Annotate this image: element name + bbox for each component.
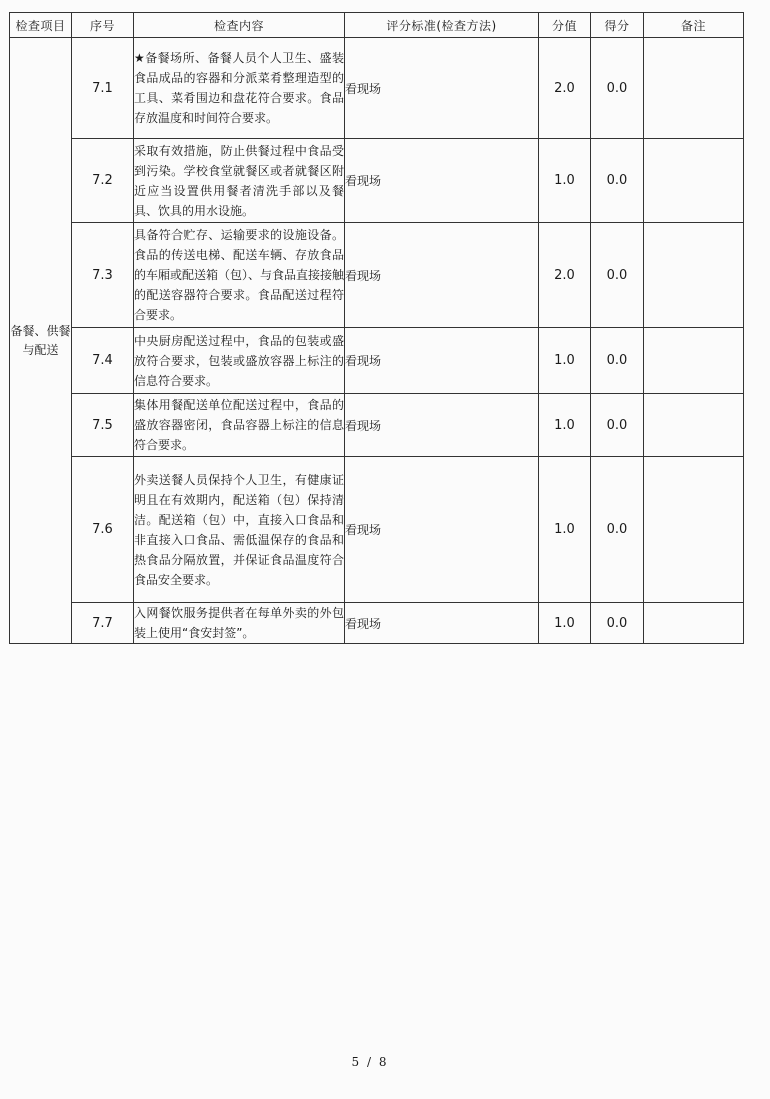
note-cell: [644, 603, 744, 644]
got-cell: 0.0: [591, 603, 644, 644]
note-cell: [644, 38, 744, 139]
table-row: [10, 328, 744, 394]
score-cell: 2.0: [539, 223, 591, 328]
got-cell: 0.0: [591, 139, 644, 223]
got-cell: 0.0: [591, 394, 644, 457]
header-score: 分值: [539, 13, 591, 38]
category-cell: 备餐、供餐与配送: [10, 38, 72, 644]
method-cell: 看现场: [345, 603, 539, 644]
header-content: 检查内容: [134, 13, 345, 38]
note-cell: [644, 328, 744, 394]
score-cell: 1.0: [539, 139, 591, 223]
table-header-row: [10, 13, 744, 38]
header-category: 检查项目: [10, 13, 72, 38]
table-row: [10, 394, 744, 457]
score-cell: 1.0: [539, 457, 591, 603]
method-cell: 看现场: [345, 223, 539, 328]
seq-cell: 7.4: [72, 328, 134, 394]
seq-cell: 7.2: [72, 139, 134, 223]
table-row: [10, 139, 744, 223]
table-row: [10, 38, 744, 139]
inspection-table: [9, 12, 744, 644]
content-cell: 采取有效措施，防止供餐过程中食品受到污染。学校食堂就餐区或者就餐区附近应当设置供用餐者清洗手部以及餐具、饮具的用水设施。: [134, 139, 345, 223]
content-cell: 外卖送餐人员保持个人卫生，有健康证明且在有效期内，配送箱（包）保持清洁。配送箱（包）中，直接入口食品和非直接入口食品、需低温保存的食品和热食品分隔放置，并保证食品温度符合食品安全要求。: [134, 457, 345, 603]
content-cell: 具备符合贮存、运输要求的设施设备。食品的传送电梯、配送车辆、存放食品的车厢或配送箱（包）、与食品直接接触的配送容器符合要求。食品配送过程符合要求。: [134, 223, 345, 328]
got-cell: 0.0: [591, 328, 644, 394]
header-got: 得分: [591, 13, 644, 38]
method-cell: 看现场: [345, 139, 539, 223]
content-cell: 入网餐饮服务提供者在每单外卖的外包装上使用“食安封签”。: [134, 603, 345, 644]
got-cell: 0.0: [591, 223, 644, 328]
score-cell: 1.0: [539, 394, 591, 457]
table-row: [10, 603, 744, 644]
seq-cell: 7.1: [72, 38, 134, 139]
content-cell: 中央厨房配送过程中，食品的包装或盛放符合要求，包装或盛放容器上标注的信息符合要求。: [134, 328, 345, 394]
header-method: 评分标准(检查方法): [345, 13, 539, 38]
note-cell: [644, 139, 744, 223]
content-cell: 集体用餐配送单位配送过程中，食品的盛放容器密闭，食品容器上标注的信息符合要求。: [134, 394, 345, 457]
note-cell: [644, 223, 744, 328]
table-row: [10, 223, 744, 328]
got-cell: 0.0: [591, 38, 644, 139]
seq-cell: 7.7: [72, 603, 134, 644]
got-cell: 0.0: [591, 457, 644, 603]
method-cell: 看现场: [345, 38, 539, 139]
seq-cell: 7.5: [72, 394, 134, 457]
score-cell: 2.0: [539, 38, 591, 139]
seq-cell: 7.6: [72, 457, 134, 603]
score-cell: 1.0: [539, 603, 591, 644]
method-cell: 看现场: [345, 394, 539, 457]
method-cell: 看现场: [345, 457, 539, 603]
method-cell: 看现场: [345, 328, 539, 394]
header-seq: 序号: [72, 13, 134, 38]
table-row: [10, 457, 744, 603]
content-cell: ★备餐场所、备餐人员个人卫生、盛装食品成品的容器和分派菜肴整理造型的工具、菜肴围边和盘花符合要求。食品存放温度和时间符合要求。: [134, 38, 345, 139]
header-note: 备注: [644, 13, 744, 38]
page-number: 5 / 8: [351, 1055, 389, 1069]
score-cell: 1.0: [539, 328, 591, 394]
seq-cell: 7.3: [72, 223, 134, 328]
note-cell: [644, 457, 744, 603]
note-cell: [644, 394, 744, 457]
